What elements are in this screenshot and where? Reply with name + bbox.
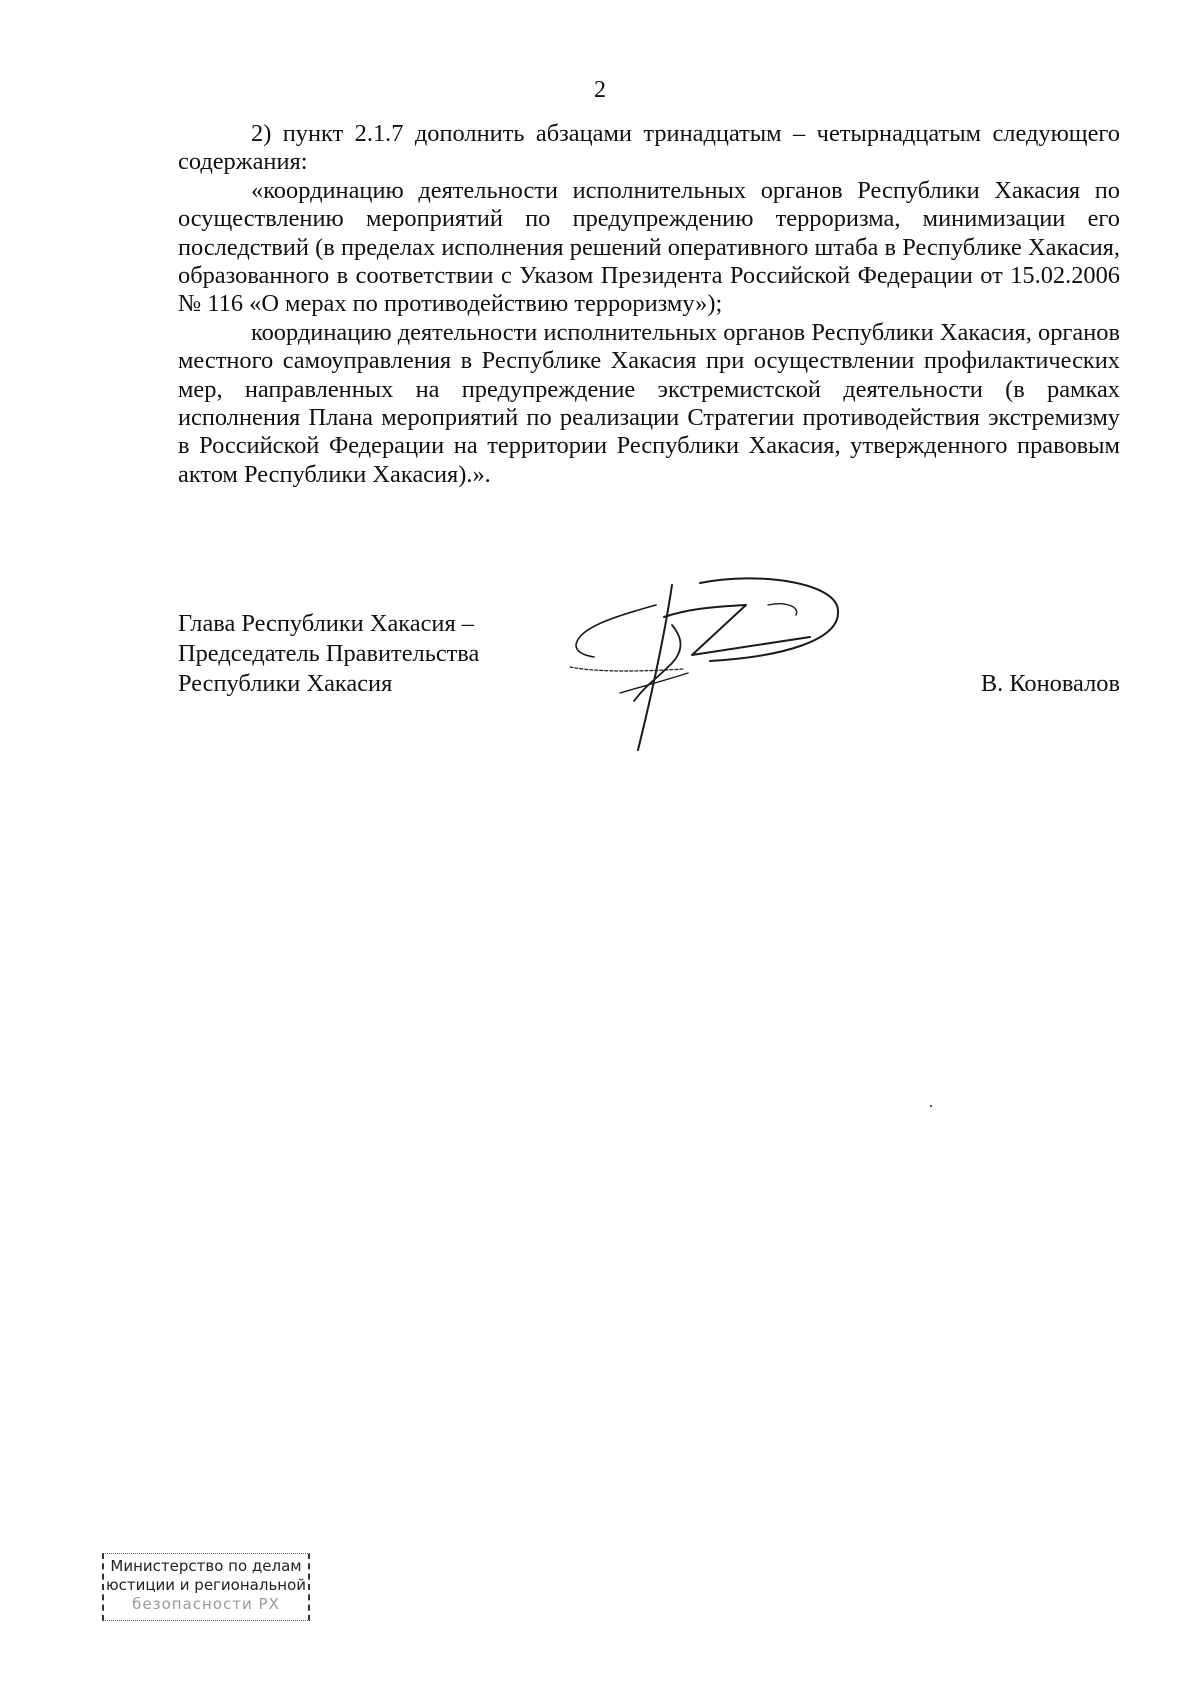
signer-title-line: Республики Хакасия [178,670,393,697]
document-body [178,120,1120,489]
signer-title-line: Председатель Правительства [178,640,480,667]
registration-stamp [102,1553,310,1621]
paragraph-terrorism-coordination: «координацию деятельности исполнительных органов Республики Хакасия по осуществлению мероприятий по предупреждению терроризма, минимизации его последствий (в пределах исполнения решений оперативного штаба в Республике Хакасия, образованного в соответствии с Указом Президента Российской Федерации от 15.02.2006 № 116 «О мерах по противодействию терроризму»); [178,176,1120,318]
stamp-line: Министерство по делам [110,1557,302,1575]
paragraph-amendment-intro: 2) пункт 2.1.7 дополнить абзацами тринадцатым – четырнадцатым следующего содержания: [178,120,1120,176]
signer-title [178,609,479,699]
signer-title-line: Глава Республики Хакасия – [178,610,474,637]
stamp-line-faded: безопасности РХ [132,1595,280,1613]
stamp-line: юстиции и региональной [105,1576,307,1594]
handwritten-signature [560,575,900,755]
scan-speck [930,1105,932,1107]
paragraph-extremism-coordination: координацию деятельности исполнительных органов Республики Хакасия, органов местного самоуправления в Республике Хакасия при осуществлении профилактических мер, направленных на предупреждение экстремистской деятельности (в рамках исполнения Плана мероприятий по реализации Стратегии противодействия экстремизму в Российской Федерации на территории Республики Хакасия, утвержденного правовым актом Республики Хакасия).». [178,318,1120,488]
signer-name: В. Коновалов [980,670,1120,697]
page-number: 2 [594,77,606,103]
